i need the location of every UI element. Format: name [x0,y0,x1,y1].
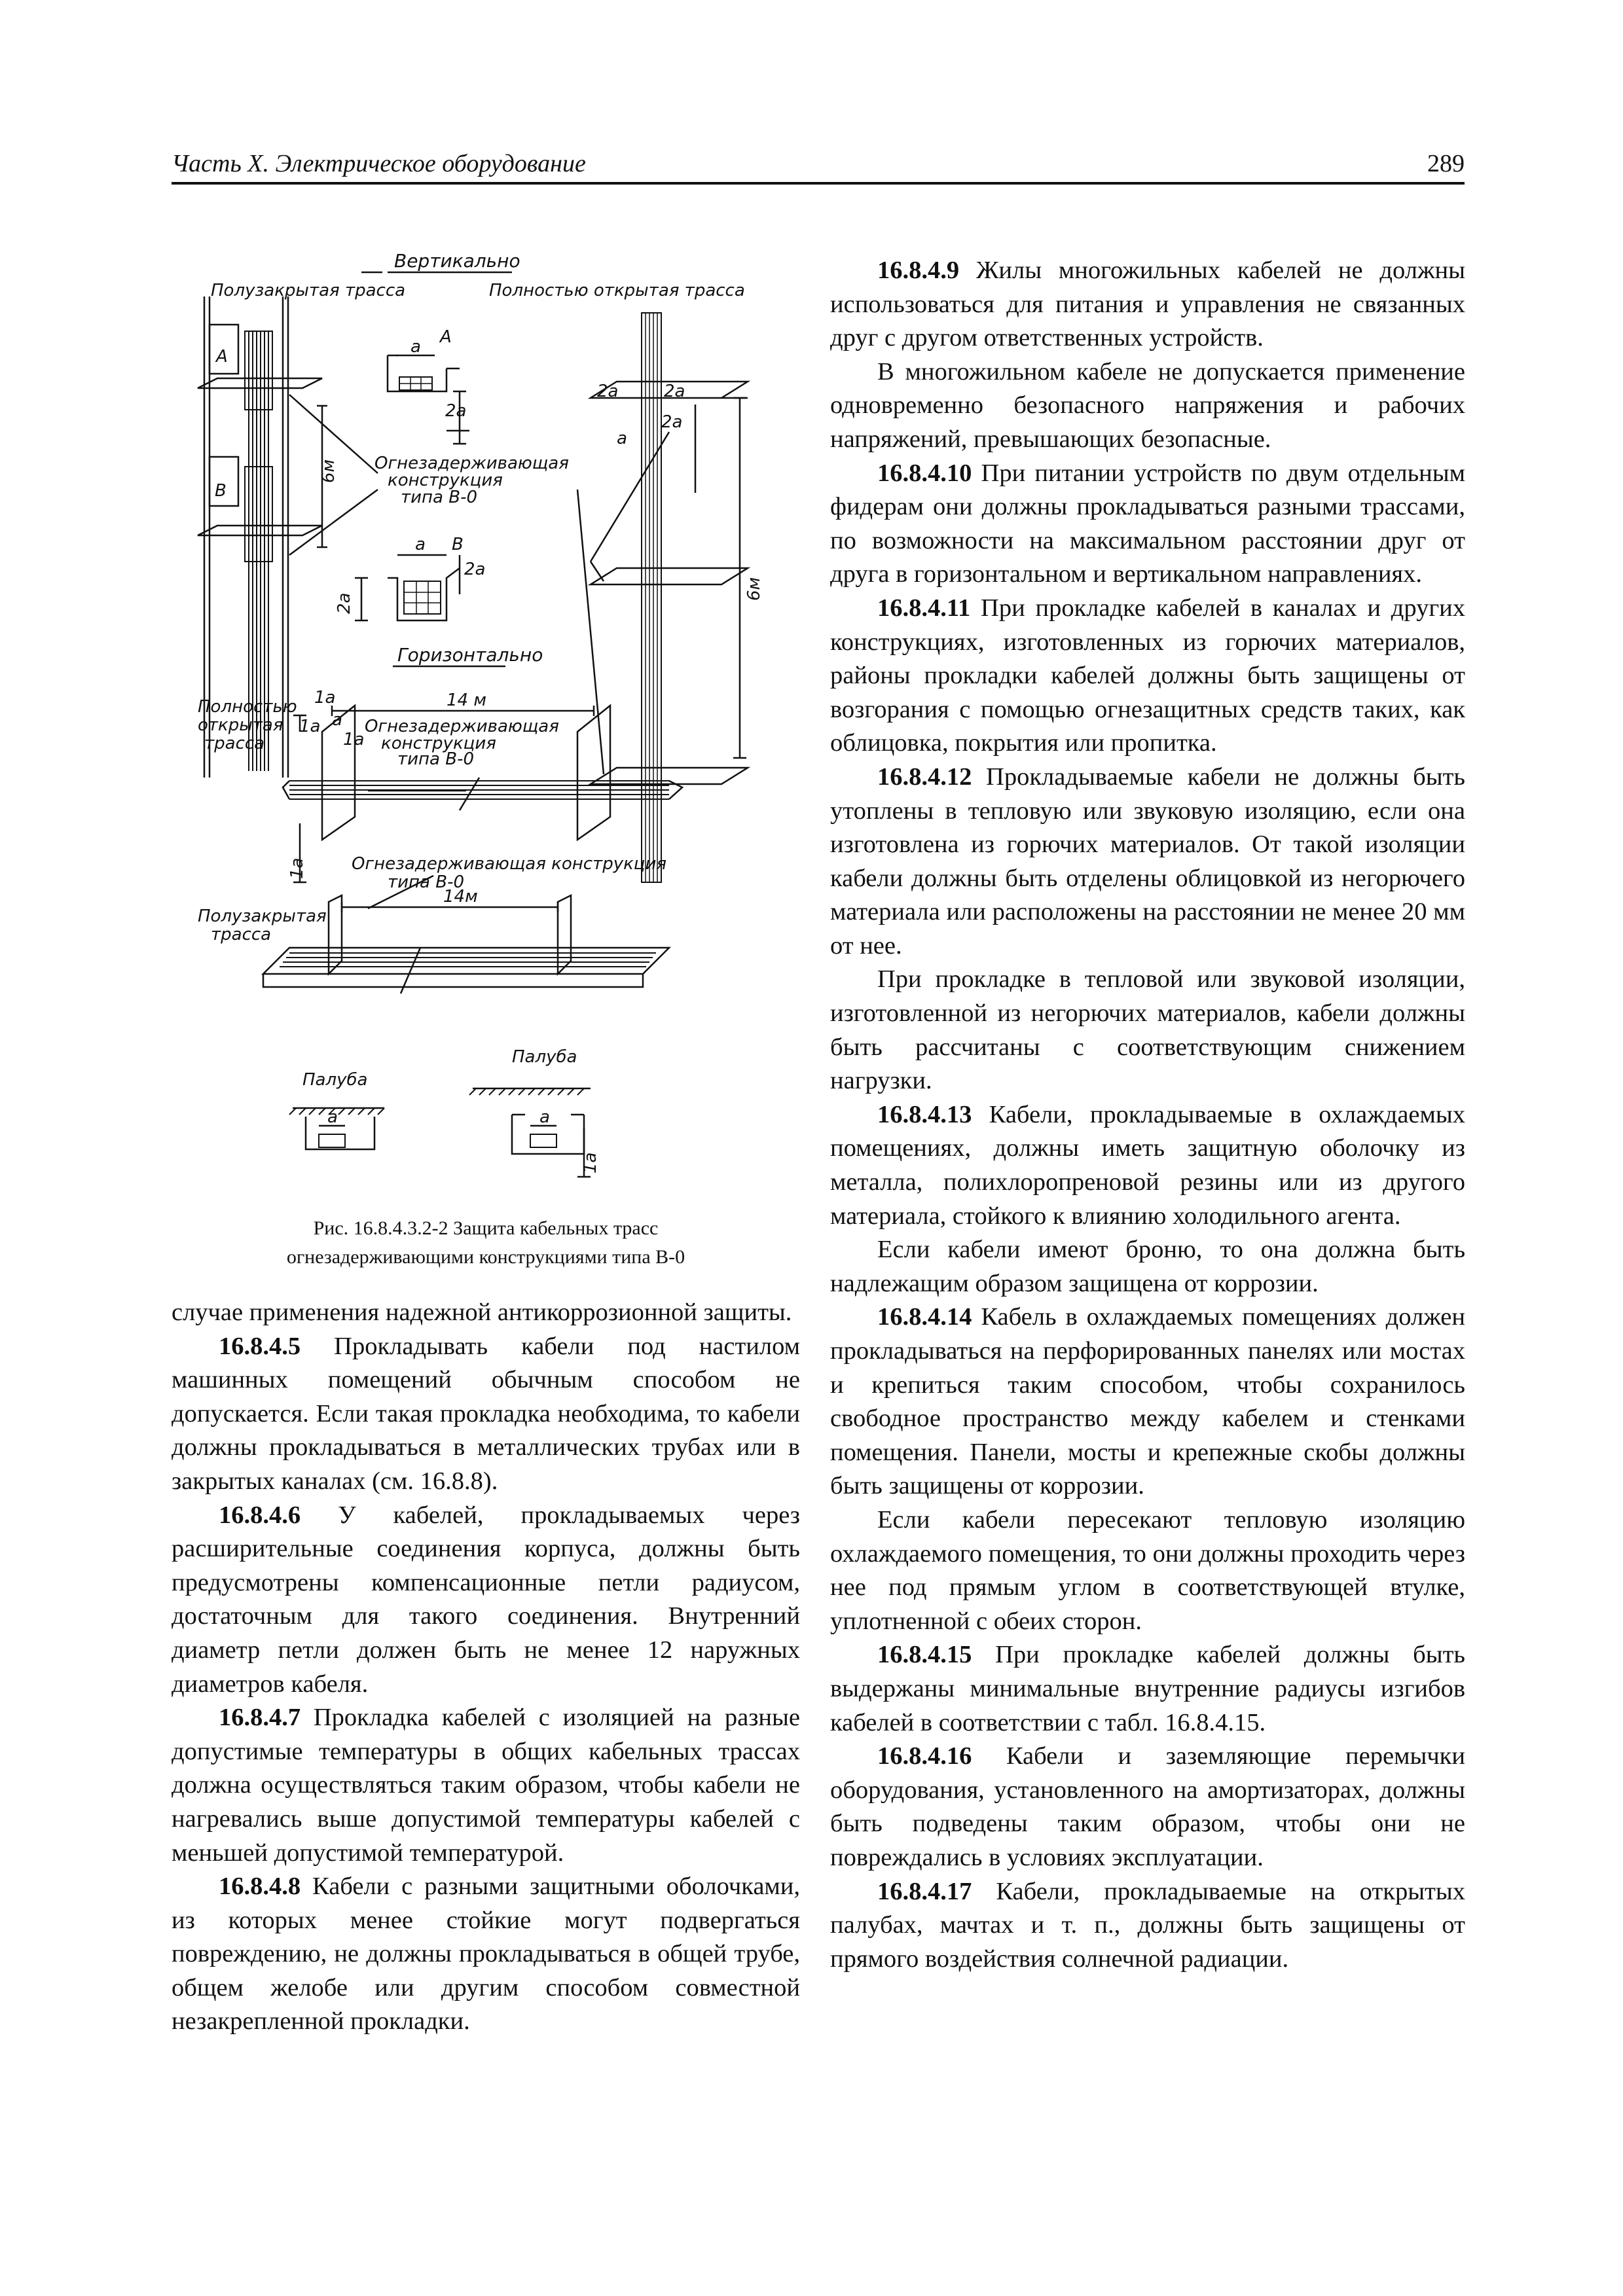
clause-number: 16.8.4.8 [219,1873,301,1901]
label-a-b: a [415,535,426,554]
label-1a-3: 1a [343,730,365,749]
label-6m-left: 6м [319,459,338,483]
paragraph: Если кабели пересекают тепловую изоляцию охлаждаемого помещения, то они должны проходить через нее под прямым углом в соответствующей втулке, уплотненной с обеих сторон. [830,1505,1465,1635]
label-A-detail: A [440,327,452,347]
paragraph-16-8-4-17: 16.8.4.17 Кабели, прокладываемые на открытых палубах, мачтах и т. п., должны быть защищены от прямого воздействия солнечной радиации. [830,1877,1465,1973]
label-B-detail: В [452,535,464,554]
paragraph-16-8-4-14: 16.8.4.14 Кабель в охлаждаемых помещениях должен прокладываться на перфорированных панелях или мостах и крепиться таким способом, чтобы сохранилось свободное пространство между кабелем и стенками помещения. Панели, мосты и крепежные скобы должны быть защищены от коррозии. [830,1303,1465,1500]
label-open: открытая [198,715,283,735]
label-a-top: a [410,337,421,357]
figure-drawing [172,247,800,1203]
label-a-deck1: a [327,1107,338,1127]
clause-number: 16.8.4.14 [877,1303,972,1331]
label-a-deck2: a [539,1107,550,1127]
paragraph-16-8-4-10: 16.8.4.10 При питании устройств по двум отдельным фидерам они должны прокладываться разными трассами, по возможности на максимальном расстоянии друг от друга в горизонтальном и вертикальном направлениях. [830,459,1465,588]
label-2a-b: 2a [464,560,486,579]
clause-number: 16.8.4.9 [877,257,960,284]
label-a-r: a [617,429,627,448]
label-a-h: a [332,710,342,730]
caption-line-2: огнезадерживающими конструкциями типа В-0 [286,1246,685,1268]
paragraph: случае применения надежной антикоррозионной защиты. [172,1299,792,1326]
clause-number: 16.8.4.11 [877,594,971,622]
right-column [830,254,1465,1976]
label-6m-right: 6м [744,577,764,601]
label-semi-closed-1: Полузакрытая [198,906,327,926]
paragraph-16-8-4-8: 16.8.4.8 Кабели с разными защитными оболочками, из которых менее стойкие могут подвергаться повреждению, не должны прокладываться в общей трубе, общем желобе или другим способом совместной незакрепленной прокладки. [172,1873,800,2036]
label-2a-r1: 2a [597,382,619,401]
label-barrier-h3: типа В-0 [397,749,474,769]
label-barrier-1: Огнезадерживающая [374,454,569,473]
left-column [172,1296,800,2039]
label-fully-open-route: Полностью открытая трасса [489,281,745,300]
paragraph-16-8-4-11: 16.8.4.11 При прокладке кабелей в каналах и других конструкциях, изготовленных из горючих материалов, районы прокладки кабелей должны быть защищены от возгорания с помощью огнезащитных средств таких, как облицовка, покрытия или пропитка. [830,594,1465,757]
header-title: Часть X. Электрическое оборудование [172,150,586,177]
paragraph-16-8-4-5: 16.8.4.5 Прокладывать кабели под настилом машинных помещений обычным способом не допускается. Если такая прокладка необходима, то кабели должны прокладываться в металлических трубах или в закрытых каналах (см. 16.8.8). [172,1332,800,1495]
clause-number: 16.8.4.5 [219,1332,301,1360]
paragraph-16-8-4-9: 16.8.4.9 Жилы многожильных кабелей не должны использоваться для питания и управления не связанных друг с другом ответственных устройств. [830,257,1465,352]
label-vertical: Вертикально [394,250,520,272]
paragraph-16-8-4-15: 16.8.4.15 При прокладке кабелей должны быть выдержаны минимальные внутренние радиусы изгибов кабелей в соответствии с табл. 16.8.4.15. [830,1641,1465,1736]
label-1a-1: 1a [314,688,336,708]
paragraph-16-8-4-7: 16.8.4.7 Прокладка кабелей с изоляцией на разные допустимые температуры в общих кабельных трассах должна осуществляться таким образом, чтобы кабели не нагревались выше допустимой температуры кабелей с меньшей допустимой температурой. [172,1704,800,1867]
paragraph: При прокладке в тепловой или звуковой изоляции, изготовленной из негорючих материалов, кабели должны быть рассчитаны с соответствующим снижением нагрузки. [830,965,1465,1095]
label-B-left: В [215,481,227,501]
label-barrier-h2: конструкция [381,734,496,753]
label-2a-c: 2a [335,592,354,614]
clause-number: 16.8.4.15 [877,1641,972,1669]
label-2a-r3: 2a [661,412,683,432]
caption-line-1: Рис. 16.8.4.3.2-2 Защита кабельных трасс [313,1217,659,1239]
clause-number: 16.8.4.13 [877,1100,972,1128]
paragraph-16-8-4-16: 16.8.4.16 Кабели и заземляющие перемычки оборудования, установленного на амортизаторах, должны быть подведены таким образом, чтобы они не повреждались в условиях эксплуатации. [830,1742,1465,1871]
label-A-left: A [216,347,228,367]
label-barrier-3: типа В-0 [401,488,477,507]
paragraph-16-8-4-12: 16.8.4.12 Прокладываемые кабели не должны быть утоплены в тепловую или звуковую изоляцию, если она изготовлена из горючих материалов. От такой изоляции кабели должны быть отделены облицовкой из негорючего материала или расположены на расстоянии не менее 20 мм от нее. [830,762,1465,960]
label-barrier-h1: Огнезадерживающая [365,717,559,736]
label-horizontal: Горизонтально [397,644,543,666]
clause-number: 16.8.4.10 [877,459,972,487]
figure-caption [172,1214,800,1272]
label-2a-r2: 2a [664,382,685,401]
label-14m-1: 14 м [447,691,486,710]
paragraph: Если кабели имеют броню, то она должна быть надлежащим образом защищена от коррозии. [830,1236,1465,1297]
label-1a-deck: 1a [581,1152,600,1174]
paragraph: В многожильном кабеле не допускается применение одновременно безопасного напряжения и рабочих напряжений, превышающих безопасные. [830,357,1465,453]
label-1a-2: 1a [299,717,321,736]
page-number: 289 [1427,150,1465,177]
label-semi-closed-2: трасса [211,925,272,944]
paragraph-16-8-4-6: 16.8.4.6 У кабелей, прокладываемых через расширительные соединения корпуса, должны быть предусмотрены компенсационные петли радиусом, достаточным для такого соединения. Внутренний диаметр петли должен быть не менее 12 наружных диаметров кабеля. [172,1501,800,1698]
label-deck-1: Палуба [302,1070,368,1090]
clause-number: 16.8.4.12 [877,762,972,791]
clause-number: 16.8.4.7 [219,1704,301,1732]
label-fully: Полностью [198,697,297,717]
clause-number: 16.8.4.6 [219,1501,301,1529]
label-1a-4: 1a [287,857,307,879]
clause-number: 16.8.4.16 [877,1742,972,1770]
label-deck-2: Палуба [512,1047,577,1067]
cable-route-figure [172,247,800,1203]
clause-number: 16.8.4.17 [877,1877,972,1905]
label-barrier-2: конструкция [388,471,503,490]
label-14m-2: 14м [443,887,478,906]
label-barrier-full: Огнезадерживающая конструкция [352,854,667,874]
label-2a-a: 2a [445,401,467,421]
running-header [172,145,1465,185]
paragraph-16-8-4-13: 16.8.4.13 Кабели, прокладываемые в охлаждаемых помещениях, должны иметь защитную оболочку из металла, полихлоропреновой резины или из другого материала, стойкого к влиянию холодильного агента. [830,1100,1465,1230]
label-barrier-type: типа В-0 [388,872,464,892]
label-semi-closed-route: Полузакрытая трасса [211,281,406,300]
label-route: трасса [204,734,265,753]
